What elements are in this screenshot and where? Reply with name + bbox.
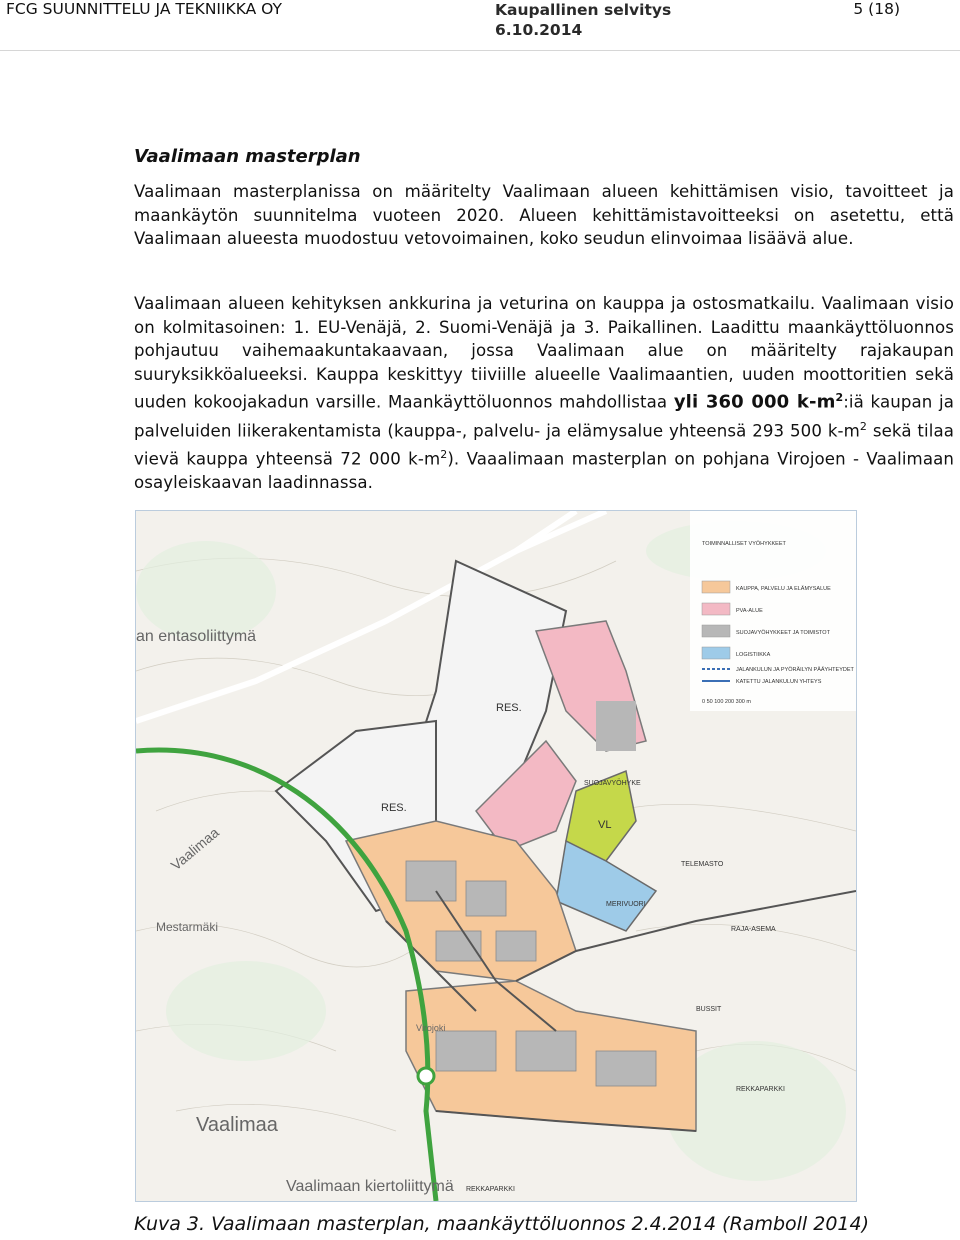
legend-item-4: LOGISTIIKKA <box>736 652 771 658</box>
page-header <box>0 0 960 40</box>
label-entasoliittyma: an entasoliittymä <box>136 628 257 645</box>
label-vaalimaa: Vaalimaa <box>196 1114 278 1136</box>
document-date: 6.10.2014 <box>495 21 583 39</box>
label-raja-asema: RAJA-ASEMA <box>731 926 776 933</box>
document-title: Kaupallinen selvitys <box>495 1 672 19</box>
label-res-2: RES. <box>381 802 407 814</box>
label-merivuori: MERIVUORI <box>606 901 646 908</box>
legend-item-6: KATETTU JALANKULUN YHTEYS <box>736 679 822 685</box>
label-suojavyohyke: SUOJAVYÖHYKE <box>584 780 641 787</box>
label-kiertoliittyma: Vaalimaan kiertoliittymä <box>286 1178 454 1195</box>
map-svg <box>136 511 856 1201</box>
label-res-1: RES. <box>496 702 522 714</box>
company-name: FCG SUUNNITTELU JA TEKNIIKKA OY <box>6 0 282 18</box>
legend-title: TOIMINNALLISET VYÖHYKKEET <box>702 541 786 547</box>
paragraph-1: Vaalimaan masterplanissa on määritelty Vaalimaan alueen kehittämisen visio, tavoitteet ja maankäytön suunnitelma vuoteen 2020. Alueen kehittämistavoitteeksi on asetettu, että Vaalimaan alueesta muodostuu vetovoimainen, koko seudun elinvoimaa lisäävä alue. <box>134 182 954 249</box>
masterplan-map <box>135 510 857 1202</box>
paragraph-2-text-c: sekä tilaa vievä kauppa yhteensä 72 000 k-m <box>134 421 955 469</box>
page-number: 5 (18) <box>853 0 900 18</box>
paragraph-2-text-a: Vaalimaan alueen kehityksen ankkurina ja veturina on kauppa ja ostosmatkailu. Vaalimaan visio on kolmitasoinen: 1. EU-Venäjä, 2. Suomi-Venäjä ja 3. Paikallinen. Laadittu maankäyttöluonnos pohjautuu vaihemaakuntakaavaan, jossa Vaalimaan alue on määritelty rajakaupan suuryksikköalueeksi. Kauppa keskittyy tiiviille alueelle Vaalimaantien, uuden moottoritien sekä uuden kokoojakadun varsille. Maankäyttöluonnos mahdollistaa <box>134 294 954 412</box>
document-title-block <box>495 0 671 40</box>
paragraph-2-bold: yli 360 000 k-m <box>673 391 836 413</box>
legend-scale: 0 50 100 200 300 m <box>702 699 751 705</box>
legend-item-1: KAUPPA, PALVELU JA ELÄMYSALUE <box>736 586 831 592</box>
figure-caption: Kuva 3. Vaalimaan masterplan, maankäyttöluonnos 2.4.2014 (Ramboll 2014) <box>134 1213 869 1235</box>
label-virojoki: Virojoki <box>416 1023 446 1033</box>
label-bussit: BUSSIT <box>696 1006 722 1013</box>
label-vaalimaa-2: Vaalimaa <box>167 824 222 874</box>
paragraph-2-text-b: :iä kaupan ja palveluiden liikerakentamista (kauppa-, palvelu- ja elämysalue yhteensä 293 500 k-m <box>134 392 955 441</box>
superscript: 2 <box>859 419 868 433</box>
superscript: 2 <box>835 391 844 405</box>
label-rekkaparkki: REKKAPARKKI <box>736 1086 785 1093</box>
superscript: 2 <box>440 447 448 461</box>
label-telemasto: TELEMASTO <box>681 861 724 868</box>
paragraph-2 <box>134 292 954 494</box>
paragraph-2-text-d: ). Vaaalimaan masterplan on pohjana Virojoen - Vaalimaan osayleiskaavan laadinnassa. <box>134 449 954 492</box>
legend-item-5: JALANKULUN JA PYÖRÄILYN PÄÄYHTEYDET <box>736 667 854 673</box>
legend-item-2: PVA-ALUE <box>736 608 763 614</box>
label-mestarmaki: Mestarmäki <box>156 920 219 934</box>
section-title: Vaalimaan masterplan <box>134 146 361 167</box>
header-divider <box>0 50 960 51</box>
legend-item-3: SUOJAVYÖHYKKEET JA TOIMISTOT <box>736 630 830 636</box>
label-rekkaparkki-2: REKKAPARKKI <box>466 1186 515 1193</box>
label-vl: VL <box>598 819 612 831</box>
